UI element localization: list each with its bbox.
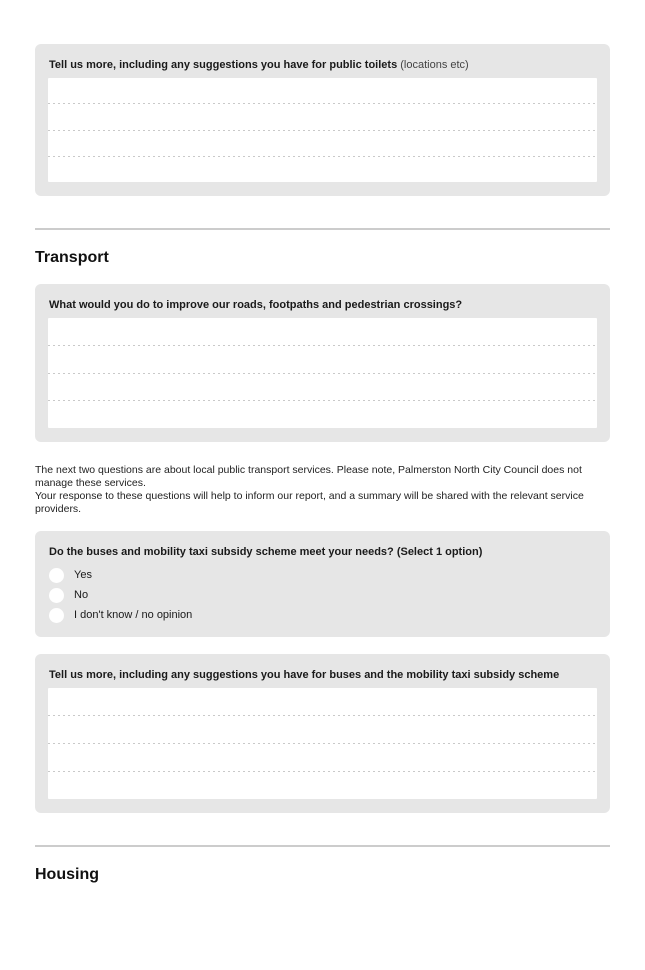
question-label-bold: Tell us more, including any suggestions you have for public toilets xyxy=(49,59,398,71)
radio-option-dont-know[interactable] xyxy=(48,605,597,625)
section-divider xyxy=(35,845,610,847)
textarea-line xyxy=(48,104,597,129)
radio-option-label: No xyxy=(74,589,89,601)
radio-option-yes[interactable] xyxy=(48,565,597,585)
textarea-line xyxy=(48,716,597,743)
transport-section-heading: Transport xyxy=(35,249,109,266)
textarea-line xyxy=(48,374,597,401)
radio-button-icon[interactable] xyxy=(49,568,64,583)
note-line-2: Your response to these questions will help to inform our report, and a summary will be shared with the relevant service providers. xyxy=(35,490,584,515)
radio-button-icon[interactable] xyxy=(49,588,64,603)
textarea-line xyxy=(48,688,597,715)
textarea-line xyxy=(48,78,597,103)
radio-group xyxy=(48,565,597,625)
survey-page xyxy=(35,44,610,884)
radio-option-label: Yes xyxy=(74,569,92,581)
buses-textarea[interactable] xyxy=(48,688,597,799)
textarea-line xyxy=(48,157,597,182)
question-card-buses-radio xyxy=(35,531,610,637)
question-card-public-toilets-more xyxy=(35,44,610,196)
radio-option-no[interactable] xyxy=(48,585,597,605)
roads-textarea[interactable] xyxy=(48,318,597,428)
textarea-line xyxy=(48,131,597,156)
textarea-line xyxy=(48,772,597,799)
question-card-roads xyxy=(35,284,610,442)
question-label-suffix: (locations etc) xyxy=(400,59,469,71)
section-divider xyxy=(35,228,610,230)
question-label: Tell us more, including any suggestions you have for buses and the mobility taxi subsidy scheme xyxy=(49,669,560,681)
textarea-line xyxy=(48,744,597,771)
public-toilets-textarea[interactable] xyxy=(48,78,597,182)
textarea-line xyxy=(48,346,597,373)
question-label xyxy=(49,58,597,72)
radio-option-label: I don't know / no opinion xyxy=(74,609,193,621)
textarea-line xyxy=(48,318,597,345)
question-label: Do the buses and mobility taxi subsidy scheme meet your needs? (Select 1 option) xyxy=(49,546,483,558)
question-label: What would you do to improve our roads, footpaths and pedestrian crossings? xyxy=(49,299,463,311)
public-transport-note xyxy=(35,464,610,516)
note-line-1: The next two questions are about local public transport services. Please note, Palmerston North City Council does not manage these services. xyxy=(35,464,582,489)
question-card-buses-more xyxy=(35,654,610,813)
housing-section-heading: Housing xyxy=(35,866,99,883)
textarea-line xyxy=(48,401,597,428)
radio-button-icon[interactable] xyxy=(49,608,64,623)
